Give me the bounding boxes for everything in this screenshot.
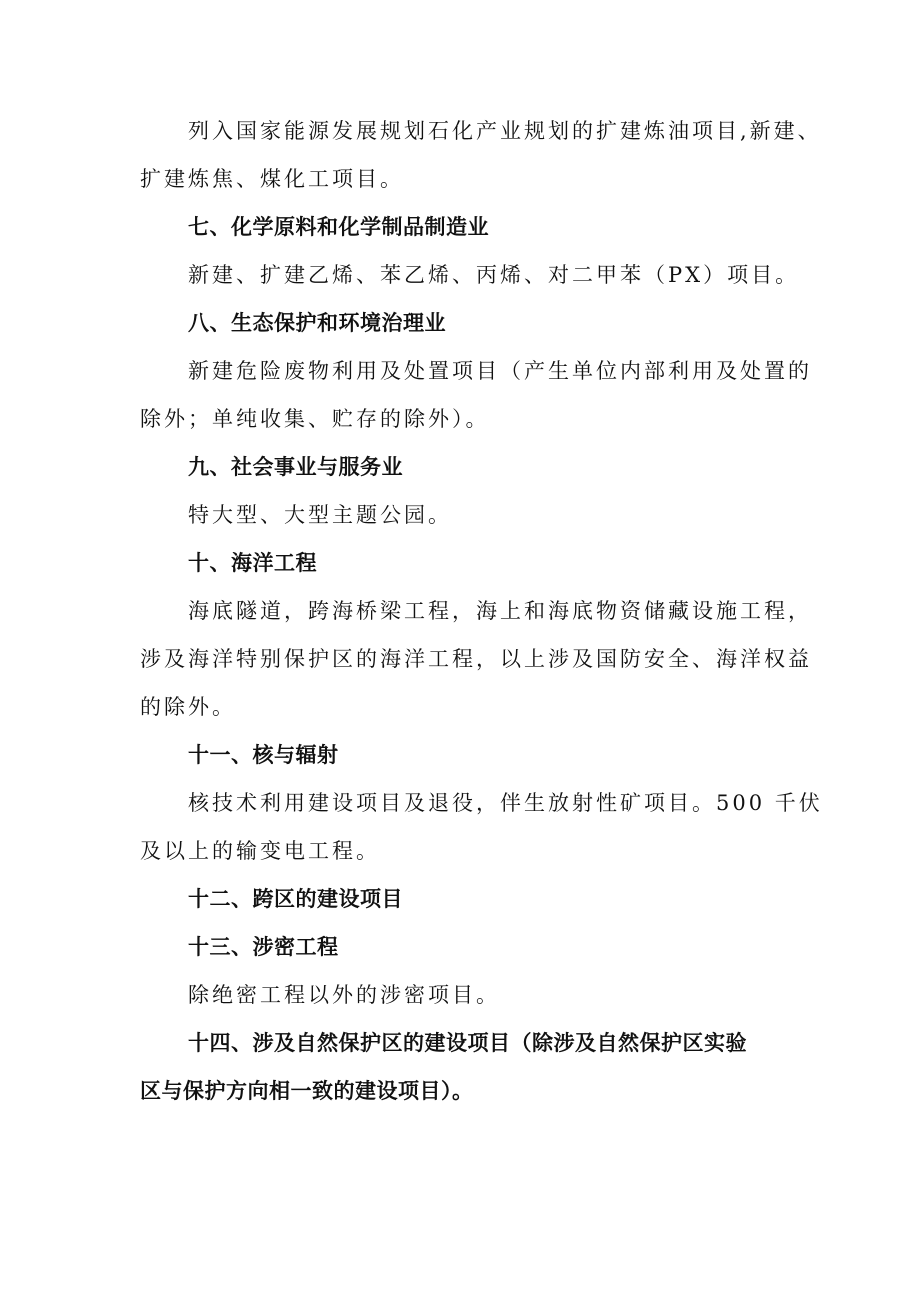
paragraph-line: 核技术利用建设项目及退役，伴生放射性矿项目。500 千伏 — [188, 791, 823, 815]
paragraph-line: 列入国家能源发展规划石化产业规划的扩建炼油项目,新建、 — [188, 119, 822, 143]
section-heading-14: 十四、涉及自然保护区的建设项目（除涉及自然保护区实验 — [188, 1031, 747, 1055]
section-heading-13: 十三、涉密工程 — [188, 935, 339, 959]
paragraph-line: 及以上的输变电工程。 — [140, 839, 380, 863]
paragraph-line: 海底隧道，跨海桥梁工程，海上和海底物资储藏设施工程， — [188, 599, 812, 623]
section-heading-9: 九、社会事业与服务业 — [188, 455, 403, 479]
section-heading-7: 七、化学原料和化学制品制造业 — [188, 215, 489, 239]
paragraph-line: 涉及海洋特别保护区的海洋工程，以上涉及国防安全、海洋权益 — [140, 647, 812, 671]
paragraph-line: 的除外。 — [140, 695, 236, 719]
paragraph-line: 新建、扩建乙烯、苯乙烯、丙烯、对二甲苯（PX）项目。 — [188, 263, 800, 287]
section-heading-11: 十一、核与辐射 — [188, 743, 339, 767]
paragraph-line: 除外；单纯收集、贮存的除外）。 — [140, 407, 490, 431]
paragraph-line: 特大型、大型主题公园。 — [188, 503, 452, 527]
section-heading-12: 十二、跨区的建设项目 — [188, 887, 403, 911]
section-heading-10: 十、海洋工程 — [188, 551, 317, 575]
paragraph-line: 扩建炼焦、煤化工项目。 — [140, 167, 404, 191]
section-heading-8: 八、生态保护和环境治理业 — [188, 311, 446, 335]
section-heading-14-continued: 区与保护方向相一致的建设项目）。 — [140, 1079, 474, 1103]
paragraph-line: 除绝密工程以外的涉密项目。 — [188, 983, 500, 1007]
paragraph-line: 新建危险废物利用及处置项目（产生单位内部利用及处置的 — [188, 359, 812, 383]
